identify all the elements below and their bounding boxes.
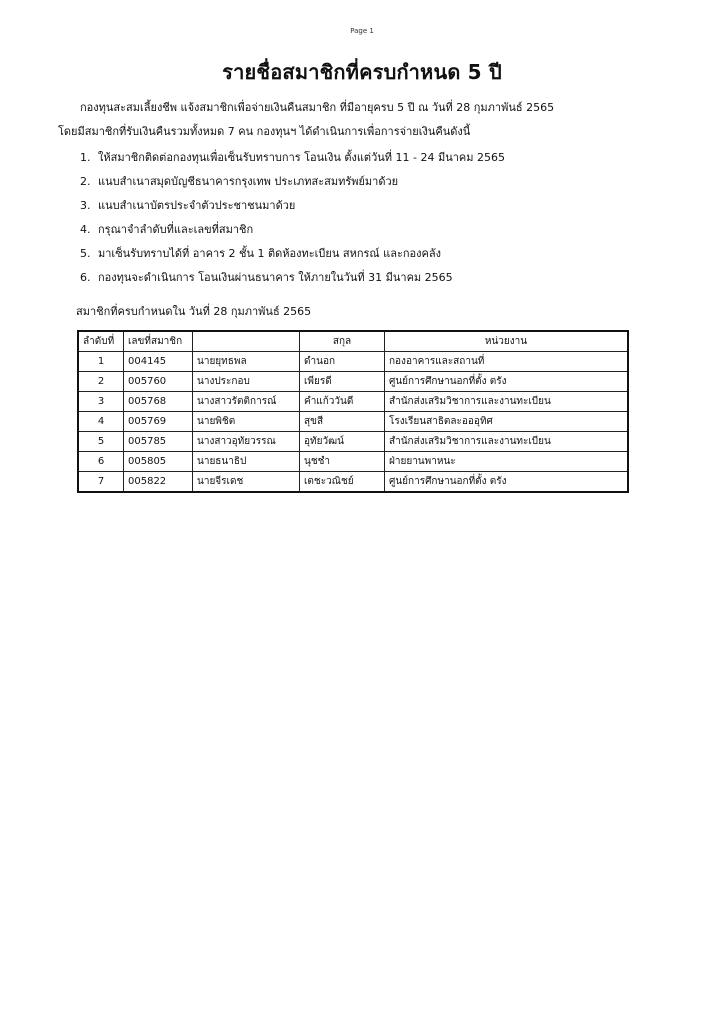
cell-unit: ฝ่ายยานพาหนะ xyxy=(385,452,629,472)
table-row xyxy=(78,352,628,372)
cell-no: 5 xyxy=(78,432,124,452)
table-row xyxy=(78,392,628,412)
cell-no: 6 xyxy=(78,452,124,472)
item-number: 3. xyxy=(80,199,91,212)
instruction-item xyxy=(80,246,505,270)
instruction-item xyxy=(80,174,505,198)
members-table xyxy=(77,330,629,493)
cell-no: 1 xyxy=(78,352,124,372)
item-text: กองทุนจะดำเนินการ โอนเงินผ่านธนาคาร ให้ภายในวันที่ 31 มีนาคม 2565 xyxy=(98,271,453,284)
table-row xyxy=(78,452,628,472)
cell-member-id: 004145 xyxy=(124,352,193,372)
header-unit: หน่วยงาน xyxy=(385,331,629,352)
cell-no: 2 xyxy=(78,372,124,392)
cell-last-name: นุชชำ xyxy=(300,452,385,472)
item-number: 4. xyxy=(80,223,91,236)
table-row xyxy=(78,432,628,452)
cell-member-id: 005760 xyxy=(124,372,193,392)
cell-no: 3 xyxy=(78,392,124,412)
cell-member-id: 005805 xyxy=(124,452,193,472)
cell-last-name: อุทัยวัฒน์ xyxy=(300,432,385,452)
table-header-row xyxy=(78,331,628,352)
cell-unit: ศูนย์การศึกษานอกที่ตั้ง ตรัง xyxy=(385,472,629,493)
table-row xyxy=(78,372,628,392)
header-first-name xyxy=(193,331,300,352)
item-text: แนบสำเนาบัตรประจำตัวประชาชนมาด้วย xyxy=(98,199,296,212)
document-title: รายชื่อสมาชิกที่ครบกำหนด 5 ปี xyxy=(222,60,502,84)
cell-first-name: นางประกอบ xyxy=(193,372,300,392)
item-text: กรุณาจำลำดับที่และเลขที่สมาชิก xyxy=(98,223,254,236)
page-number: Page 1 xyxy=(350,27,374,35)
item-number: 5. xyxy=(80,247,91,260)
cell-unit: สำนักส่งเสริมวิชาการและงานทะเบียน xyxy=(385,392,629,412)
table-row xyxy=(78,412,628,432)
cell-first-name: นางสาวอุทัยวรรณ xyxy=(193,432,300,452)
members-caption: สมาชิกที่ครบกำหนดใน วันที่ 28 กุมภาพันธ์ 2565 xyxy=(76,305,312,318)
cell-member-id: 005769 xyxy=(124,412,193,432)
intro-line-1: กองทุนสะสมเลี้ยงชีพ แจ้งสมาชิกเพื่อจ่ายเงินคืนสมาชิก ที่มีอายุครบ 5 ปี ณ วันที่ 28 กุมภาพันธ์ 2565 xyxy=(80,101,555,114)
item-number: 1. xyxy=(80,151,91,164)
header-no: ลำดับที่ xyxy=(78,331,124,352)
cell-member-id: 005785 xyxy=(124,432,193,452)
header-member-id: เลขที่สมาชิก xyxy=(124,331,193,352)
cell-unit: โรงเรียนสาธิตละอออุทิศ xyxy=(385,412,629,432)
cell-first-name: นายยุทธพล xyxy=(193,352,300,372)
cell-first-name: นายพิชิต xyxy=(193,412,300,432)
instruction-item xyxy=(80,222,505,246)
instruction-item xyxy=(80,198,505,222)
table-row xyxy=(78,472,628,493)
cell-last-name: เพียรดี xyxy=(300,372,385,392)
header-last-name: สกุล xyxy=(300,331,385,352)
item-text: ให้สมาชิกติดต่อกองทุนเพื่อเซ็นรับทราบการ โอนเงิน ตั้งแต่วันที่ 11 - 24 มีนาคม 2565 xyxy=(98,151,506,164)
intro-line-2: โดยมีสมาชิกที่รับเงินคืนรวมทั้งหมด 7 คน กองทุนฯ ได้ดำเนินการเพื่อการจ่ายเงินคืนดังนี้ xyxy=(58,125,471,138)
instruction-list xyxy=(80,150,505,294)
cell-last-name: ดำนอก xyxy=(300,352,385,372)
cell-no: 7 xyxy=(78,472,124,493)
cell-member-id: 005768 xyxy=(124,392,193,412)
cell-last-name: เตชะวณิชย์ xyxy=(300,472,385,493)
cell-member-id: 005822 xyxy=(124,472,193,493)
cell-unit: สำนักส่งเสริมวิชาการและงานทะเบียน xyxy=(385,432,629,452)
cell-unit: ศูนย์การศึกษานอกที่ตั้ง ตรัง xyxy=(385,372,629,392)
item-number: 2. xyxy=(80,175,91,188)
cell-first-name: นางสาวรัตติการณ์ xyxy=(193,392,300,412)
cell-unit: กองอาคารและสถานที่ xyxy=(385,352,629,372)
item-number: 6. xyxy=(80,271,91,284)
cell-last-name: สุขสี xyxy=(300,412,385,432)
cell-first-name: นายธนาธิป xyxy=(193,452,300,472)
cell-no: 4 xyxy=(78,412,124,432)
cell-last-name: คำแก้ววันดี xyxy=(300,392,385,412)
instruction-item xyxy=(80,150,505,174)
cell-first-name: นายจีรเดช xyxy=(193,472,300,493)
item-text: แนบสำเนาสมุดบัญชีธนาคารกรุงเทพ ประเภทสะสมทรัพย์มาด้วย xyxy=(98,175,399,188)
item-text: มาเซ็นรับทราบได้ที่ อาคาร 2 ชั้น 1 ติดห้องทะเบียน สหกรณ์ และกองคลัง xyxy=(98,247,441,260)
instruction-item xyxy=(80,270,505,294)
